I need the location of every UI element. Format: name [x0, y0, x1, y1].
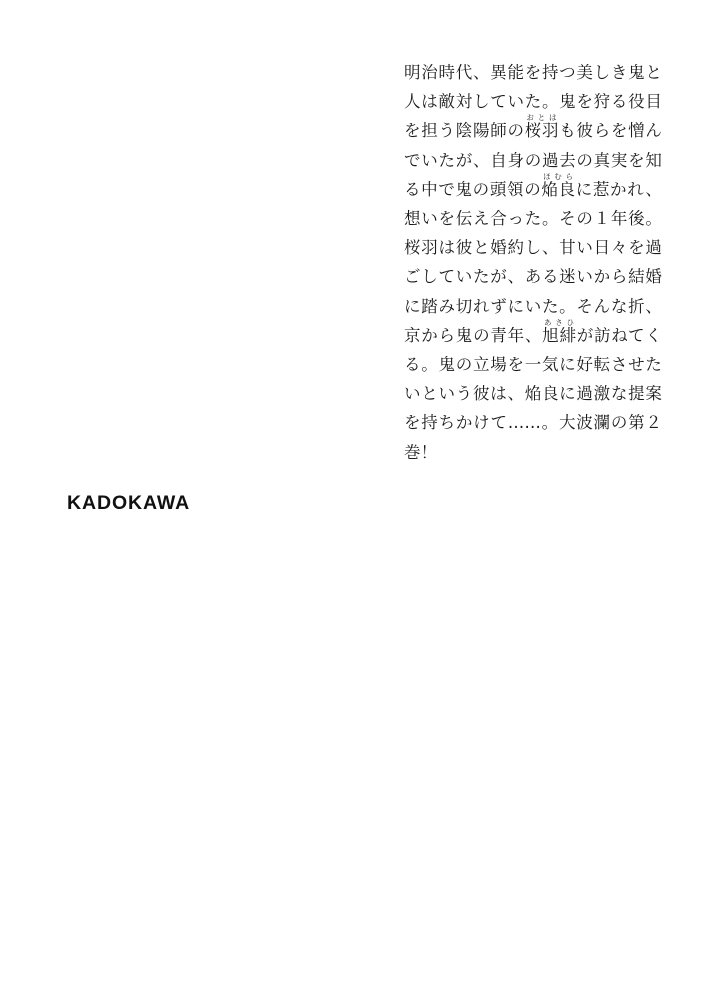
blurb-block: [404, 58, 662, 467]
ruby-annotated-term: 焔良ほむら: [541, 171, 576, 199]
furigana-text: あさひ: [542, 317, 577, 327]
ruby-annotated-term: 桜羽おとは: [524, 113, 560, 141]
publisher-logo: KADOKAWA: [67, 492, 191, 514]
furigana-text: おとは: [524, 113, 559, 123]
blurb-text: 明治時代、異能を持つ美しき鬼と人は敵対していた。鬼を狩る役目を担う陰陽師の桜羽おとはも彼らを憎んでいたが、自身の過去の真実を知る中で鬼の頭領の焔良ほむらに惹かれ、想いを伝え合った。その１年後。桜羽は彼と婚約し、甘い日々を過ごしていたが、ある迷いから結婚に踏み切れずにいた。そんな折、京から鬼の青年、旭緋あさひが訪ねてくる。鬼の立場を一気に好転させたいという彼は、焔良に過激な提案を持ちかけて……。大波瀾の第２巻！: [404, 63, 662, 462]
furigana-text: ほむら: [541, 171, 576, 181]
ruby-annotated-term: 旭緋あさひ: [542, 317, 577, 345]
